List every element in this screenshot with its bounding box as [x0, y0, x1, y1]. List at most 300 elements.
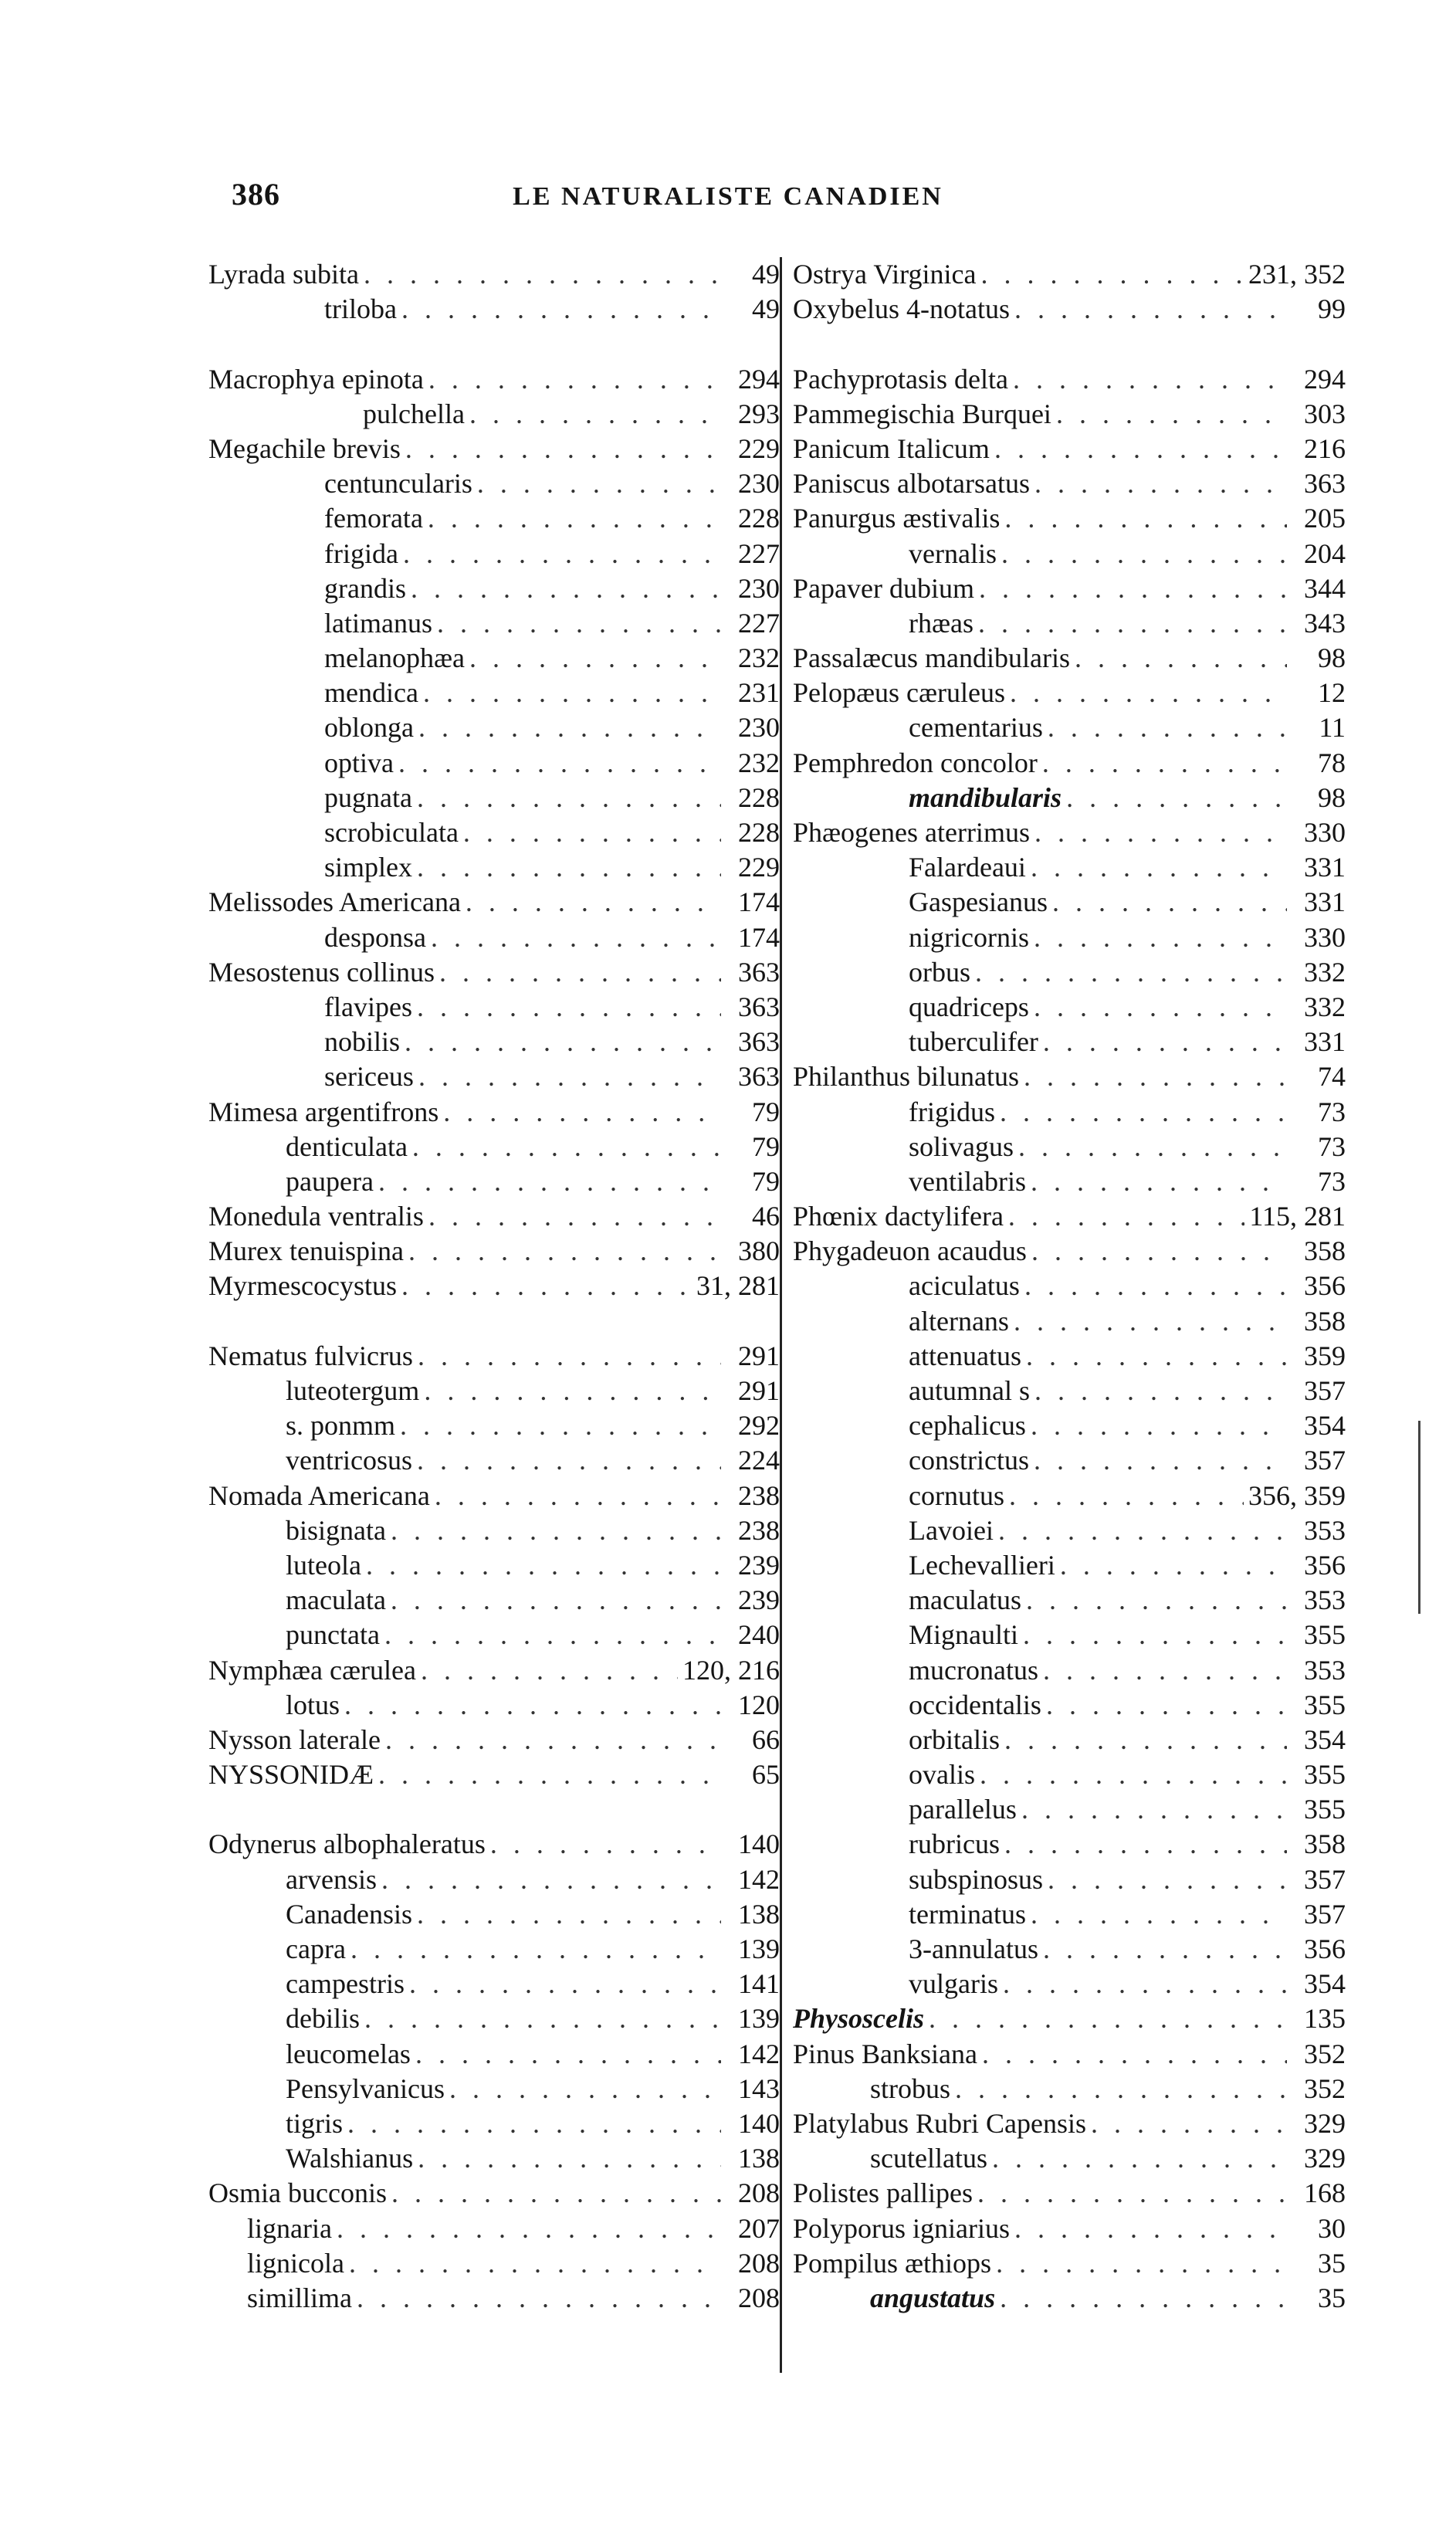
- entry-name: mendica: [324, 677, 418, 709]
- leader-dots: [463, 815, 721, 850]
- leader-dots: [418, 710, 721, 745]
- entry-page: 331: [1304, 1026, 1346, 1058]
- entry-page: 232: [738, 642, 780, 674]
- leader-dots: [1014, 1304, 1287, 1339]
- index-entry: [782, 257, 1346, 292]
- index-entry: [782, 1757, 1346, 1792]
- entry-name: Panicum Italicum: [793, 432, 990, 464]
- leader-dots: [1001, 537, 1287, 571]
- leader-dots: [1026, 1583, 1287, 1618]
- index-entry: [782, 2281, 1346, 2316]
- entry-name: Nematus fulvicrus: [208, 1340, 413, 1371]
- leader-dots: [998, 1513, 1287, 1548]
- index-entry: [782, 710, 1346, 745]
- entry-name: orbus: [909, 956, 970, 988]
- index-entry: [782, 1199, 1346, 1234]
- index-entry: [782, 606, 1346, 641]
- leader-dots: [490, 1827, 721, 1862]
- leader-dots: [1031, 1234, 1287, 1269]
- leader-dots: [1048, 710, 1287, 745]
- leader-dots: [418, 1339, 721, 1374]
- entry-page: 354: [1304, 1723, 1346, 1755]
- leader-dots: [1000, 1095, 1287, 1130]
- entry-page: 353: [1304, 1514, 1346, 1546]
- entry-name: Falardeaui: [909, 852, 1026, 883]
- entry-page: 363: [738, 1026, 780, 1058]
- index-entry: [782, 397, 1346, 432]
- index-entry: [782, 1095, 1346, 1130]
- entry-name: frigida: [324, 537, 398, 569]
- entry-page: 228: [738, 781, 780, 813]
- index-entry: [208, 2072, 780, 2106]
- entry-name: capra: [286, 1933, 346, 1964]
- index-entry: [208, 1897, 780, 1932]
- entry-page: 231, 352: [1248, 259, 1346, 290]
- entry-page: 12: [1318, 677, 1346, 709]
- leader-dots: [344, 1688, 721, 1723]
- entry-name: s. ponmm: [286, 1410, 396, 1442]
- index-column-right: [780, 257, 1346, 2373]
- entry-page: 98: [1318, 642, 1346, 674]
- entry-name: Pammegischia Burquei: [793, 398, 1051, 429]
- index-entry: [782, 1688, 1346, 1723]
- index-entry: [782, 1792, 1346, 1827]
- entry-name: attenuatus: [909, 1340, 1021, 1371]
- leader-dots: [1000, 2281, 1287, 2316]
- leader-dots: [385, 1723, 721, 1757]
- entry-name: Papaver dubium: [793, 572, 974, 604]
- entry-name: Pinus Banksiana: [793, 2038, 977, 2069]
- index-entry: [208, 746, 780, 781]
- entry-name: centuncularis: [324, 468, 472, 500]
- leader-dots: [1024, 1059, 1287, 1094]
- leader-dots: [1010, 676, 1287, 710]
- index-column-left: [208, 257, 780, 2316]
- leader-dots: [992, 2141, 1287, 2176]
- entry-name: cementarius: [909, 712, 1043, 744]
- index-entry: [208, 1130, 780, 1164]
- entry-name: Phœnix dactylifera: [793, 1201, 1004, 1232]
- index-entry: [208, 2141, 780, 2176]
- leader-dots: [1034, 1443, 1287, 1478]
- entry-page: 329: [1304, 2143, 1346, 2174]
- leader-dots: [979, 571, 1287, 606]
- entry-name: Oxybelus 4-notatus: [793, 293, 1010, 325]
- leader-dots: [1060, 1548, 1287, 1583]
- leader-dots: [350, 1932, 721, 1967]
- index-entry: [208, 1688, 780, 1723]
- entry-page: 331: [1304, 852, 1346, 883]
- entry-name: Osmia bucconis: [208, 2177, 387, 2209]
- entry-page: 229: [738, 432, 780, 464]
- entry-page: 138: [738, 2143, 780, 2174]
- entry-name: Phæogenes aterrimus: [793, 817, 1030, 848]
- entry-name: scrobiculata: [324, 817, 459, 848]
- entry-page: 168: [1304, 2177, 1346, 2209]
- leader-dots: [412, 1130, 721, 1164]
- leader-dots: [1021, 1792, 1287, 1827]
- index-entry: [208, 1374, 780, 1408]
- leader-dots: [391, 2176, 721, 2211]
- entry-page: 135: [1304, 2003, 1346, 2035]
- index-entry: [782, 2246, 1346, 2281]
- entry-page: 239: [738, 1549, 780, 1581]
- entry-name: Pelopæus cæruleus: [793, 677, 1005, 709]
- leader-dots: [1052, 885, 1287, 920]
- leader-dots: [975, 955, 1287, 990]
- entry-name: femorata: [324, 503, 423, 534]
- index-entry: [208, 292, 780, 327]
- leader-dots: [1003, 1967, 1287, 2001]
- index-entry: [208, 257, 780, 292]
- index-entry: [782, 2176, 1346, 2211]
- entry-name: Lechevallieri: [909, 1549, 1055, 1581]
- index-entry: [208, 1827, 780, 1862]
- entry-page: 240: [738, 1619, 780, 1651]
- index-entry: [208, 432, 780, 466]
- index-entry: [782, 641, 1346, 676]
- entry-name: oblonga: [324, 712, 414, 744]
- entry-page: 142: [738, 1863, 780, 1895]
- entry-page: 174: [738, 921, 780, 953]
- entry-name: aciculatus: [909, 1270, 1020, 1302]
- index-entry: [208, 2211, 780, 2246]
- leader-dots: [428, 501, 721, 536]
- entry-page: 141: [738, 1968, 780, 2000]
- leader-dots: [1075, 641, 1287, 676]
- index-entry: [782, 1130, 1346, 1164]
- index-entry: [208, 1199, 780, 1234]
- entry-page: 99: [1318, 293, 1346, 325]
- index-entry: [782, 2106, 1346, 2141]
- entry-page: 207: [738, 2212, 780, 2244]
- entry-name: Mimesa argentifrons: [208, 1096, 439, 1127]
- index-entry: [782, 571, 1346, 606]
- index-entry: [782, 920, 1346, 955]
- entry-page: 227: [738, 537, 780, 569]
- index-entry: [782, 1513, 1346, 1548]
- entry-page: 174: [738, 886, 780, 918]
- entry-page: 228: [738, 503, 780, 534]
- entry-page: 330: [1304, 921, 1346, 953]
- leader-dots: [384, 1618, 721, 1652]
- entry-name: orbitalis: [909, 1723, 1000, 1755]
- index-entry: [782, 2072, 1346, 2106]
- leader-dots: [403, 537, 721, 571]
- index-entry: [208, 2106, 780, 2141]
- entry-page: 293: [738, 398, 780, 429]
- entry-name: subspinosus: [909, 1863, 1044, 1895]
- leader-dots: [1066, 781, 1287, 815]
- entry-page: 74: [1318, 1061, 1346, 1093]
- entry-page: 356: [1304, 1933, 1346, 1964]
- entry-page: 352: [1304, 2038, 1346, 2069]
- entry-name: Macrophya epinota: [208, 363, 424, 395]
- index-entry: [782, 327, 1346, 361]
- leader-dots: [929, 2001, 1287, 2036]
- index-entry: [208, 676, 780, 710]
- leader-dots: [996, 2246, 1287, 2281]
- leader-dots: [1034, 920, 1287, 955]
- leader-dots: [1056, 397, 1287, 432]
- index-entry: [208, 501, 780, 536]
- entry-page: 363: [738, 991, 780, 1022]
- index-entry: [782, 850, 1346, 885]
- entry-name: Walshianus: [286, 2143, 414, 2174]
- leader-dots: [1031, 1897, 1287, 1932]
- entry-name: Paniscus albotarsatus: [793, 468, 1030, 500]
- leader-dots: [378, 1164, 721, 1199]
- entry-name: denticulata: [286, 1130, 408, 1162]
- index-entry: [782, 1164, 1346, 1199]
- entry-page: 358: [1304, 1828, 1346, 1860]
- leader-dots: [1046, 1688, 1287, 1723]
- entry-page: 356: [1304, 1549, 1346, 1581]
- index-entry: [208, 1025, 780, 1059]
- index-entry: [208, 1443, 780, 1478]
- entry-name: angustatus: [870, 2282, 996, 2313]
- index-entry: [208, 1757, 780, 1792]
- entry-page: 139: [738, 2003, 780, 2035]
- index-entry: [208, 2037, 780, 2072]
- entry-page: 79: [752, 1165, 780, 1197]
- index-entry: [782, 1827, 1346, 1862]
- entry-name: Murex tenuispina: [208, 1235, 404, 1267]
- leader-dots: [1004, 1723, 1287, 1757]
- entry-name: quadriceps: [909, 991, 1029, 1022]
- index-entry: [208, 1862, 780, 1897]
- leader-dots: [1043, 1653, 1287, 1688]
- leader-dots: [417, 1443, 721, 1478]
- entry-name: Physoscelis: [793, 2003, 924, 2035]
- index-entry: [782, 1967, 1346, 2001]
- leader-dots: [421, 1653, 678, 1688]
- entry-page: 343: [1304, 607, 1346, 639]
- leader-dots: [1023, 1618, 1287, 1652]
- entry-page: 291: [738, 1375, 780, 1406]
- index-entry: [208, 1583, 780, 1618]
- index-entry: [782, 1479, 1346, 1513]
- entry-page: 357: [1304, 1375, 1346, 1406]
- entry-name: mucronatus: [909, 1654, 1038, 1686]
- leader-dots: [1008, 1199, 1244, 1234]
- leader-dots: [337, 2211, 721, 2246]
- leader-dots: [401, 1269, 692, 1303]
- entry-name: luteola: [286, 1549, 361, 1581]
- entry-page: 228: [738, 817, 780, 848]
- leader-dots: [391, 1583, 721, 1618]
- index-entry: [208, 955, 780, 990]
- entry-page: 239: [738, 1584, 780, 1616]
- entry-page: 143: [738, 2072, 780, 2104]
- entry-name: Odynerus albophaleratus: [208, 1828, 486, 1860]
- leader-dots: [1014, 2211, 1287, 2246]
- entry-name: Megachile brevis: [208, 432, 401, 464]
- leader-dots: [439, 955, 721, 990]
- leader-dots: [982, 2037, 1287, 2072]
- leader-dots: [428, 1199, 721, 1234]
- leader-dots: [405, 1025, 721, 1059]
- index-entry: [208, 990, 780, 1025]
- leader-dots: [378, 1757, 721, 1792]
- entry-name: Myrmescocystus: [208, 1270, 397, 1302]
- index-entry: [782, 1374, 1346, 1408]
- entry-page: 353: [1304, 1584, 1346, 1616]
- leader-dots: [398, 746, 721, 781]
- entry-page: 227: [738, 607, 780, 639]
- entry-page: 66: [752, 1723, 780, 1755]
- entry-page: 224: [738, 1445, 780, 1476]
- entry-name: ventricosus: [286, 1445, 412, 1476]
- entry-page: 331: [1304, 886, 1346, 918]
- entry-name: Mignaulti: [909, 1619, 1018, 1651]
- index-entry: [782, 1408, 1346, 1443]
- entry-page: 355: [1304, 1689, 1346, 1720]
- entry-page: 354: [1304, 1968, 1346, 2000]
- index-entry: [782, 2211, 1346, 2246]
- index-entry: [208, 571, 780, 606]
- index-entry: [782, 432, 1346, 466]
- index-entry: [782, 1548, 1346, 1583]
- entry-name: lotus: [286, 1689, 340, 1720]
- index-entry: [208, 1339, 780, 1374]
- leader-dots: [401, 292, 721, 327]
- leader-dots: [1031, 850, 1287, 885]
- index-entry: [208, 466, 780, 501]
- entry-page: 208: [738, 2177, 780, 2209]
- entry-page: 230: [738, 468, 780, 500]
- leader-dots: [431, 920, 721, 955]
- index-entry: [782, 1059, 1346, 1094]
- index-entry: [208, 362, 780, 397]
- index-entry: [208, 1269, 780, 1303]
- index-entry: [208, 641, 780, 676]
- leader-dots: [1031, 1408, 1287, 1443]
- entry-page: 352: [1304, 2072, 1346, 2104]
- leader-dots: [469, 397, 721, 432]
- entry-page: 363: [738, 1061, 780, 1093]
- leader-dots: [1009, 1479, 1244, 1513]
- entry-name: melanophæa: [324, 642, 465, 674]
- entry-name: Lavoiei: [909, 1514, 994, 1546]
- entry-name: cornutus: [909, 1479, 1004, 1511]
- entry-name: campestris: [286, 1968, 405, 2000]
- index-entry: [782, 676, 1346, 710]
- leader-dots: [364, 2001, 721, 2036]
- entry-name: Nysson laterale: [208, 1723, 381, 1755]
- entry-name: Ostrya Virginica: [793, 259, 977, 290]
- entry-name: Nomada Americana: [208, 1479, 430, 1511]
- entry-page: 355: [1304, 1759, 1346, 1791]
- entry-name: paupera: [286, 1165, 374, 1197]
- index-entry: [782, 1723, 1346, 1757]
- entry-page: 355: [1304, 1619, 1346, 1651]
- index-entry: [208, 710, 780, 745]
- entry-page: 11: [1319, 712, 1346, 744]
- index-entry: [208, 1095, 780, 1130]
- entry-name: sericeus: [324, 1061, 414, 1093]
- index-entry: [208, 781, 780, 815]
- leader-dots: [1034, 466, 1287, 501]
- entry-name: vulgaris: [909, 1968, 998, 2000]
- entry-name: Pachyprotasis delta: [793, 363, 1008, 395]
- entry-name: Nymphæa cærulea: [208, 1654, 416, 1686]
- leader-dots: [357, 2281, 721, 2316]
- entry-name: optiva: [324, 747, 394, 778]
- entry-name: Pemphredon concolor: [793, 747, 1038, 778]
- leader-dots: [477, 466, 721, 501]
- leader-dots: [437, 606, 721, 641]
- index-entry: [208, 1618, 780, 1652]
- entry-page: 115, 281: [1249, 1201, 1346, 1232]
- entry-page: 330: [1304, 817, 1346, 848]
- entry-name: strobus: [870, 2072, 951, 2104]
- entry-page: 332: [1304, 956, 1346, 988]
- entry-page: 216: [1304, 432, 1346, 464]
- leader-dots: [424, 1374, 721, 1408]
- entry-name: Mesostenus collinus: [208, 956, 435, 988]
- entry-page: 355: [1304, 1794, 1346, 1825]
- entry-page: 142: [738, 2038, 780, 2069]
- entry-page: 332: [1304, 991, 1346, 1022]
- leader-dots: [381, 1862, 721, 1897]
- entry-page: 46: [752, 1201, 780, 1232]
- leader-dots: [1034, 815, 1287, 850]
- index-entry: [782, 2037, 1346, 2072]
- entry-page: 230: [738, 572, 780, 604]
- leader-dots: [1024, 1269, 1287, 1303]
- entry-name: lignaria: [247, 2212, 332, 2244]
- index-entry: [782, 2141, 1346, 2176]
- leader-dots: [980, 257, 1244, 292]
- leader-dots: [391, 1513, 721, 1548]
- leader-dots: [418, 2141, 721, 2176]
- leader-dots: [1091, 2106, 1287, 2141]
- index-entry: [208, 537, 780, 571]
- entry-page: 353: [1304, 1654, 1346, 1686]
- leader-dots: [1034, 990, 1287, 1025]
- leader-dots: [417, 781, 721, 815]
- entry-name: rubricus: [909, 1828, 1000, 1860]
- entry-name: pulchella: [363, 398, 465, 429]
- entry-page: 78: [1318, 747, 1346, 778]
- leader-dots: [1026, 1339, 1287, 1374]
- index-entry: [782, 955, 1346, 990]
- entry-name: latimanus: [324, 607, 432, 639]
- entry-name: parallelus: [909, 1794, 1017, 1825]
- leader-dots: [400, 1408, 721, 1443]
- entry-name: bisignata: [286, 1514, 386, 1546]
- leader-dots: [443, 1095, 721, 1130]
- entry-page: 30: [1318, 2212, 1346, 2244]
- index-entry: [208, 1967, 780, 2001]
- entry-name: Lyrada subita: [208, 259, 359, 290]
- index-entry: [782, 781, 1346, 815]
- entry-name: grandis: [324, 572, 406, 604]
- entry-name: luteotergum: [286, 1375, 420, 1406]
- entry-page: 357: [1304, 1445, 1346, 1476]
- index-entry: [782, 2001, 1346, 2036]
- index-entry: [208, 2246, 780, 2281]
- leader-dots: [955, 2072, 1287, 2106]
- entry-name: Phygadeuon acaudus: [793, 1235, 1027, 1267]
- index-entry: [208, 885, 780, 920]
- index-entry: [782, 1653, 1346, 1688]
- index-entry: [208, 2176, 780, 2211]
- entry-page: 49: [752, 293, 780, 325]
- entry-name: occidentalis: [909, 1689, 1041, 1720]
- leader-dots: [449, 2072, 721, 2106]
